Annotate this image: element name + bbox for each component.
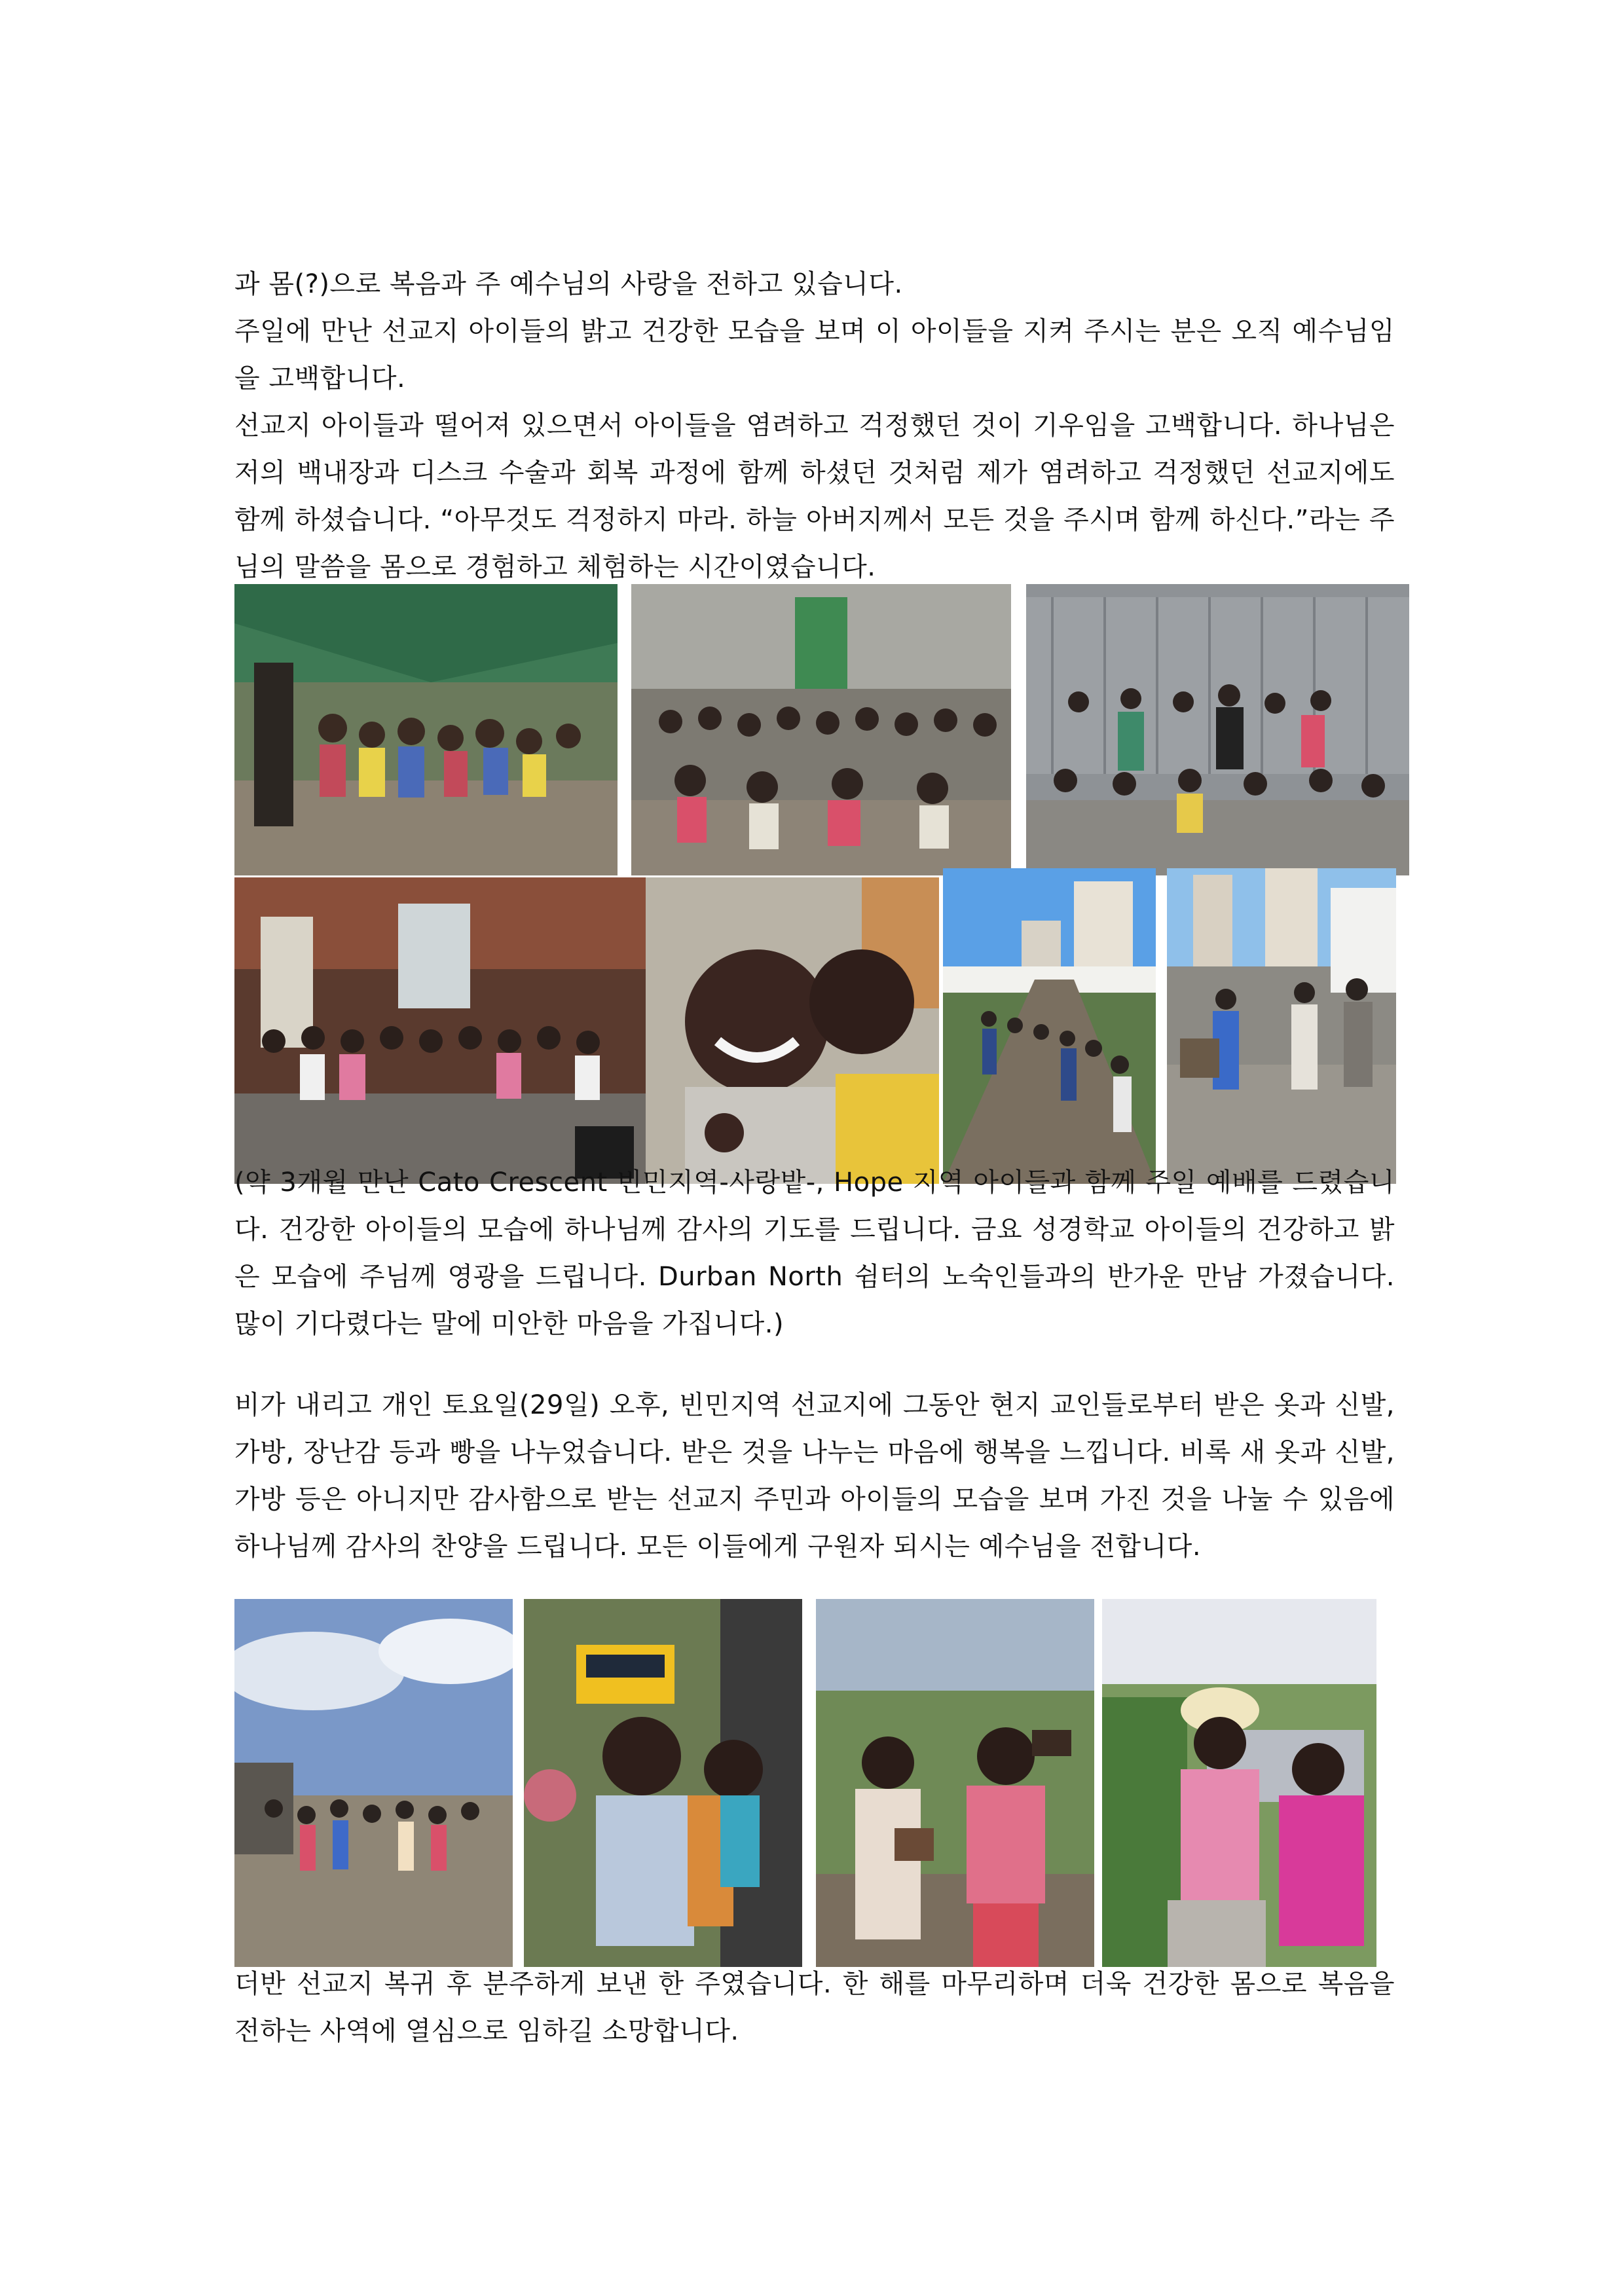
photo-homeless-shelter-line bbox=[943, 868, 1156, 1184]
photo-group-by-metal-fence bbox=[1026, 584, 1409, 875]
photo-smiling-boy-closeup bbox=[646, 877, 939, 1184]
photo-boy-with-toy-bus bbox=[524, 1599, 802, 1967]
photo-sky-crowd-celebration bbox=[234, 1599, 513, 1967]
paragraph-intro: 과 몸(?)으로 복음과 주 예수님의 사랑을 전하고 있습니다. bbox=[234, 269, 903, 299]
photo-indoor-bible-school bbox=[234, 877, 646, 1184]
photo-woman-receiving-shoes bbox=[816, 1599, 1094, 1967]
photo-woman-with-headwrap bbox=[1102, 1599, 1376, 1967]
photo-children-sitting-courtyard bbox=[631, 584, 1011, 875]
paragraph-confession: 선교지 아이들과 떨어져 있으면서 아이들을 염려하고 걱정했던 것이 기우임을 고백합니다. 하나님은 저의 백내장과 디스크 수술과 회복 과정에 함께 하셨던 것처럼 제가 염려하고 걱정했던 선교지에도 함께 하셨습니다. “아무것도 걱정하지 마라. 하늘 아버지께서 모든 것을 주시며 함께 하신다.”라는 주님의 말씀을 몸으로 경험하고 체험하는 시간이였습니다. bbox=[234, 411, 1395, 582]
paragraph-closing: 더반 선교지 복귀 후 분주하게 보낸 한 주였습니다. 한 해를 마무리하며 더욱 건강한 몸으로 복음을 전하는 사역에 열심으로 임하길 소망합니다. bbox=[234, 1969, 1395, 2046]
photo-children-outdoor-gathering bbox=[234, 584, 618, 875]
photo-shelter-meeting bbox=[1167, 868, 1396, 1184]
paragraph-sunday: 주일에 만난 선교지 아이들의 밝고 건강한 모습을 보며 이 아이들을 지켜 주시는 분은 오직 예수님임을 고백합니다. bbox=[234, 316, 1395, 394]
photo-caption-paragraph: (약 3개월 만난 Cato Crescent 빈민지역-사랑밭-, Hope 지역 아이들과 함께 주일 예배를 드렸습니다. 건강한 아이들의 모습에 하나님께 감사의 기도를 드립니다. 금요 성경학교 아이들의 건강하고 밝은 모습에 주님께 영광을 드립니다. Durban North 쉼터의 노숙인들과의 반가운 만남 가졌습니다. 많이 기다렸다는 말에 미안한 마음을 가집니다.) bbox=[234, 1167, 1395, 1339]
paragraph-saturday-sharing: 비가 내리고 개인 토요일(29일) 오후, 빈민지역 선교지에 그동안 현지 교인들로부터 받은 옷과 신발, 가방, 장난감 등과 빵을 나누었습니다. 받은 것을 나누는 마음에 행복을 느낍니다. 비록 새 옷과 신발, 가방 등은 아니지만 감사함으로 받는 선교지 주민과 아이들의 모습을 보며 가진 것을 나눌 수 있음에 하나님께 감사의 찬양을 드립니다. 모든 이들에게 구원자 되시는 예수님을 전합니다. bbox=[234, 1390, 1395, 1562]
